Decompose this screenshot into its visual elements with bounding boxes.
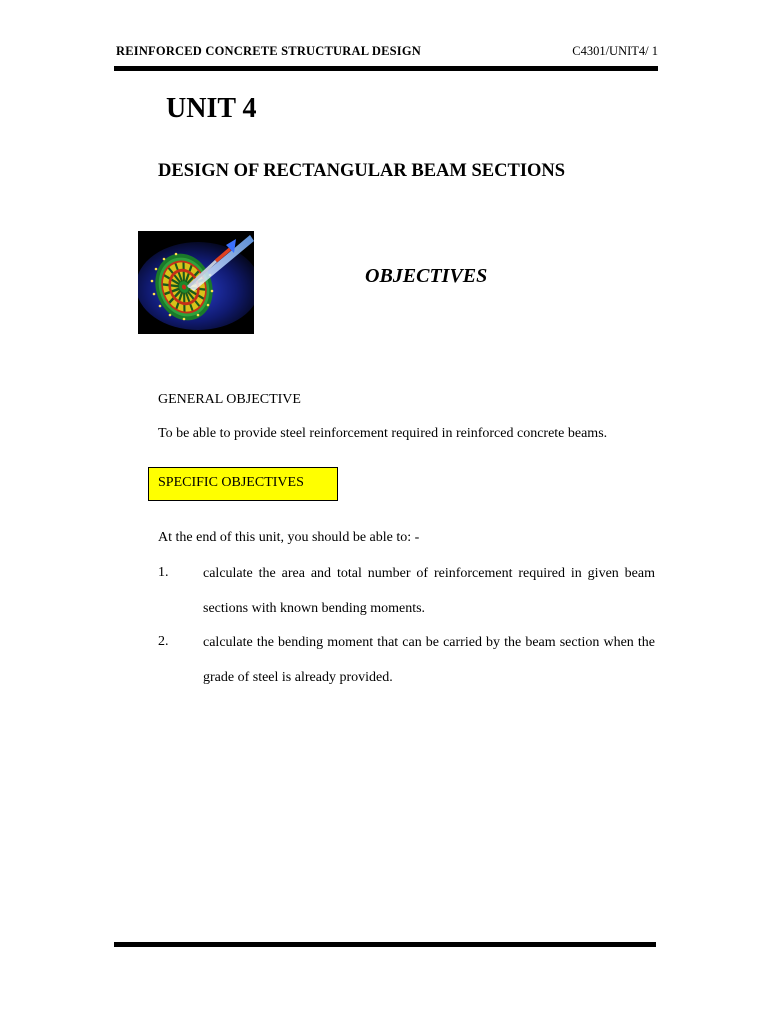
general-objective-label: GENERAL OBJECTIVE [158,392,301,407]
specific-objectives-label: SPECIFIC OBJECTIVES [158,475,304,490]
dartboard-with-dart-icon [138,231,254,334]
specific-objectives-intro: At the end of this unit, you should be able to: - [158,530,420,545]
objectives-heading: OBJECTIVES [365,265,488,287]
specific-objectives-box [148,467,338,501]
objective-item-number: 2. [158,634,169,649]
unit-title: UNIT 4 [166,93,257,124]
general-objective-text: To be able to provide steel reinforcement required in reinforced concrete beams. [158,426,608,441]
section-title: DESIGN OF RECTANGULAR BEAM SECTIONS [158,161,566,181]
objective-item-text: calculate the area and total number of reinforcement required in given beam sections with known bending moments. [203,566,655,616]
objective-item-text: calculate the bending moment that can be carried by the beam section when the grade of steel is already provided. [203,635,655,685]
objective-item-number: 1. [158,565,169,580]
header-rule [114,66,658,71]
header-page-ref: C4301/UNIT4/ 1 [572,44,658,58]
footer-rule [114,942,656,947]
header-course-title: REINFORCED CONCRETE STRUCTURAL DESIGN [116,44,422,58]
